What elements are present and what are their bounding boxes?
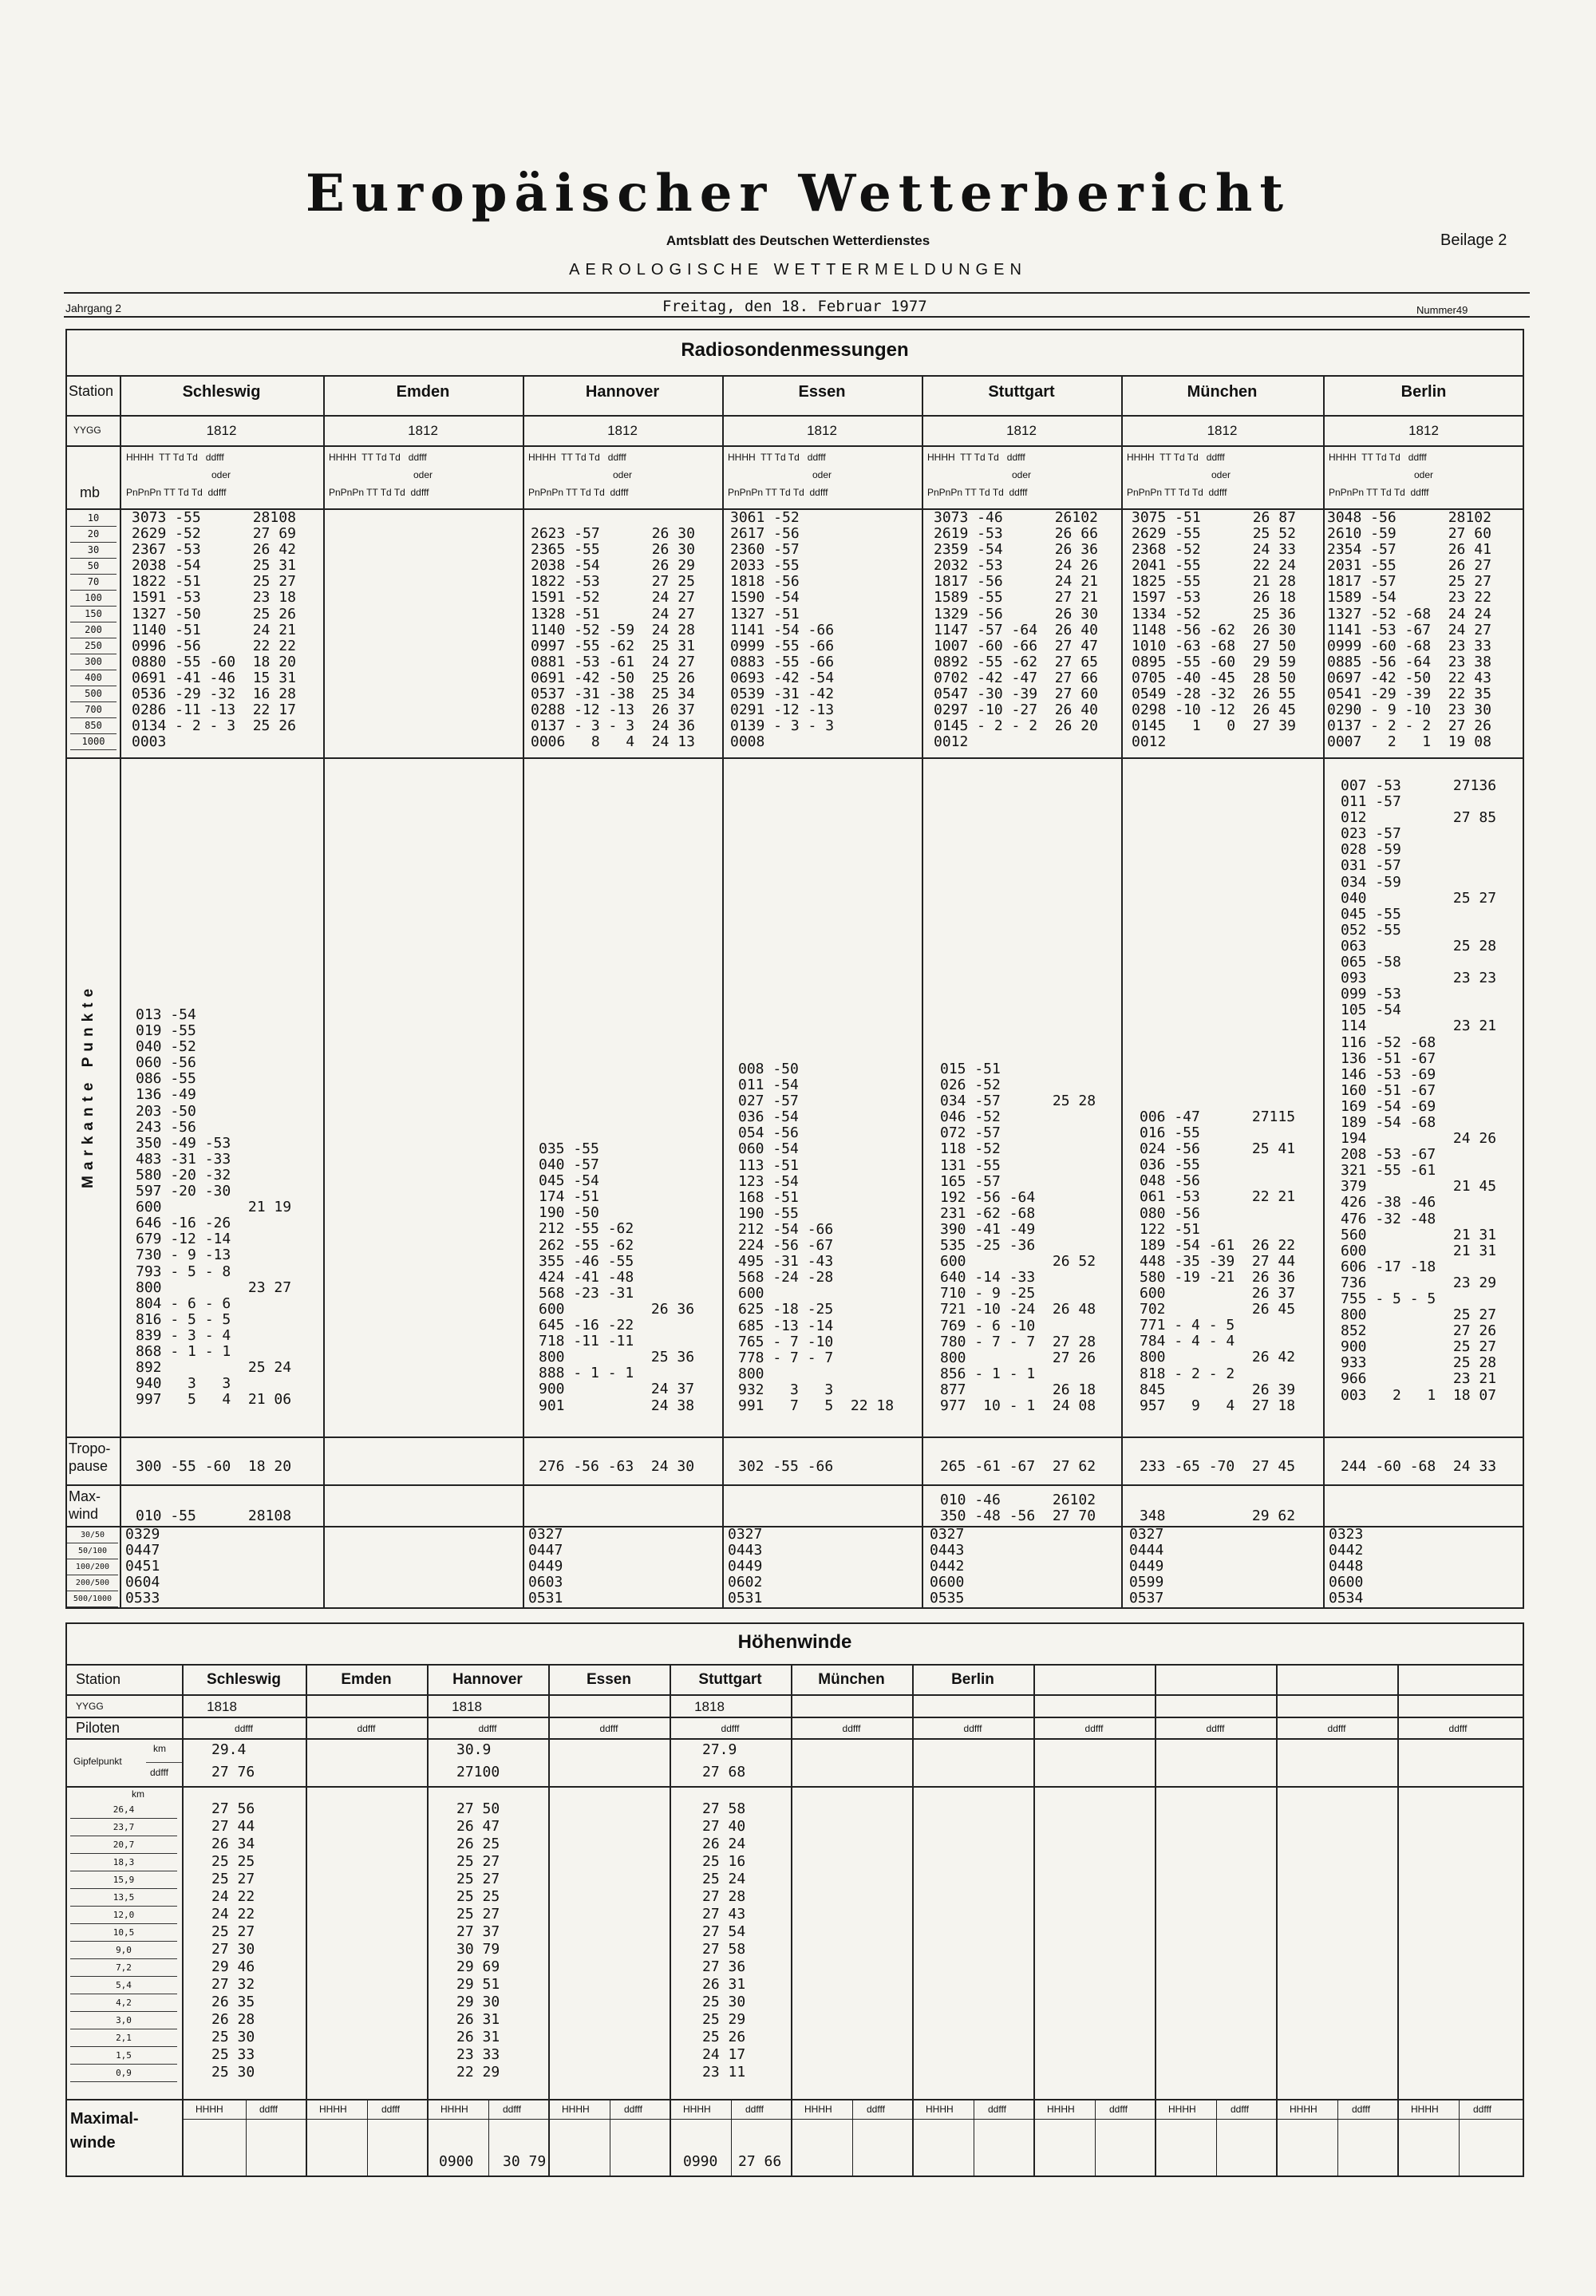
column-code: HHHH (562, 2104, 590, 2115)
column-code: ddfff (357, 1723, 376, 1734)
station-name: Berlin (951, 1671, 994, 1688)
station-name: Hannover (585, 383, 660, 401)
code-header: HHHH TT Td Td ddfff (528, 452, 626, 463)
column-code: HHHH (440, 2104, 468, 2115)
mb-level: 500 (70, 686, 117, 702)
tropopause-data: 265 -61 -67 27 62 (940, 1458, 1096, 1475)
mb-level: 20 (70, 527, 117, 543)
supplement-label: Beilage 2 (1440, 231, 1507, 249)
thickness-data: 0327 0444 0449 0599 0537 (1129, 1526, 1164, 1607)
maxwind-data: 348 29 62 (1140, 1508, 1296, 1525)
yygg-value: 1812 (607, 423, 638, 438)
column-code: ddfff (478, 1723, 497, 1734)
column-code: ddfff (259, 2104, 278, 2115)
rule (64, 316, 1530, 318)
mb-level: 50 (70, 559, 117, 575)
station-label: Station (76, 1671, 121, 1687)
maxwind-label: Maximal- winde (70, 2110, 139, 2152)
marked-points-label: Markante Punkte (80, 982, 97, 1188)
column-code: HHHH (196, 2104, 223, 2115)
mb-level: 400 (70, 670, 117, 686)
tropopause-label: Tropo- pause (69, 1440, 111, 1474)
station-name: Hannover (452, 1671, 523, 1688)
rule (64, 292, 1530, 294)
km-level: 26,4 (70, 1802, 177, 1819)
mb-level: 150 (70, 607, 117, 622)
code-header: oder (1211, 469, 1231, 480)
mb-level: 10 (70, 511, 117, 527)
column-code: ddfff (988, 2104, 1006, 2115)
column-code: ddfff (1448, 1723, 1468, 1734)
standard-data: 3073 -46 26102 2619 -53 26 66 2359 -54 26 36 2032 -53 24 26 1817 -56 24 21 1589 -55 27 21 1329 -56 26 30 1147 -57 -64 26 40 1007 -60 -66 27 47 0892 -55 -62 27 65 0702 -42 -47 27 66 0547 -30 -39 27 60 0297 -10 -27 26 40 0145 - 2 - 2 26 20 0012 (934, 509, 1098, 751)
km-level: 10,5 (70, 1925, 177, 1942)
yygg-value: 1812 (807, 423, 837, 438)
unit-label: km (153, 1743, 166, 1754)
standard-data: 3073 -55 28108 2629 -52 27 69 2367 -53 26 42 2038 -54 25 31 1822 -51 25 27 1591 -53 23 18 1327 -50 25 26 1140 -51 24 21 0996 -56 22 22 0880 -55 -60 18 20 0691 -41 -46 15 31 0536 -29 -32 16 28 0286 -11 -13 22 17 0134 - 2 - 3 25 26 0003 (132, 509, 296, 751)
column-code: ddfff (1084, 1723, 1104, 1734)
column-code: ddfff (1206, 1723, 1225, 1734)
maxwind-dd: 27 66 (738, 2153, 782, 2170)
station-label: Station (69, 383, 114, 399)
station-name: Berlin (1400, 383, 1447, 401)
mb-level: 700 (70, 702, 117, 718)
piloten-label: Piloten (76, 1720, 120, 1736)
tropopause-data: 233 -65 -70 27 45 (1140, 1458, 1296, 1475)
code-header: PnPnPn TT Td Td ddfff (1127, 487, 1227, 498)
yygg-value: 1818 (694, 1699, 725, 1714)
yygg-value: 1812 (1006, 423, 1037, 438)
code-header: PnPnPn TT Td Td ddfff (126, 487, 227, 498)
column-code: ddfff (867, 2104, 885, 2115)
standard-data: 3048 -56 28102 2610 -59 27 60 2354 -57 26 41 2031 -55 26 27 1817 -57 25 27 1589 -54 23 22 1327 -52 -68 24 24 1141 -53 -67 24 27 0999 -60 -68 23 33 0885 -56 -64 23 38 0697 -42 -50 22 43 0541 -29 -39 22 35 0290 - 9 -10 23 30 0137 - 2 - 2 27 26 0007 2 1 19 08 (1327, 509, 1491, 751)
layer-label: 50/100 (67, 1543, 118, 1559)
code-header: PnPnPn TT Td Td ddfff (728, 487, 828, 498)
issue-date: Freitag, den 18. Februar 1977 (662, 298, 927, 315)
tropopause-data: 302 -55 -66 (738, 1458, 834, 1475)
column-code: ddfff (1231, 2104, 1249, 2115)
tropopause-data: 300 -55 -60 18 20 (136, 1458, 292, 1475)
km-level: 4,2 (70, 1995, 177, 2012)
km-level: 2,1 (70, 2030, 177, 2047)
km-level: 20,7 (70, 1837, 177, 1854)
column-code: HHHH (1168, 2104, 1196, 2115)
km-level: 1,5 (70, 2048, 177, 2065)
km-level: 9,0 (70, 1942, 177, 1959)
station-name: Schleswig (182, 383, 261, 401)
subtitle: Amtsblatt des Deutschen Wetterdienstes (666, 233, 930, 248)
unit-label: ddfff (150, 1767, 168, 1778)
code-header: PnPnPn TT Td Td ddfff (329, 487, 429, 498)
gipfel-km: 30.9 (456, 1741, 492, 1758)
maxwind-hhhh: 0990 (683, 2153, 718, 2170)
thickness-data: 0327 0443 0442 0600 0535 (930, 1526, 965, 1607)
winds-title: Höhenwinde (737, 1631, 852, 1653)
column-code: ddfff (1109, 2104, 1128, 2115)
thickness-data: 0327 0447 0449 0603 0531 (528, 1526, 563, 1607)
thickness-data: 0327 0443 0449 0602 0531 (728, 1526, 763, 1607)
layer-label: 30/50 (67, 1527, 118, 1543)
marked-data: 035 -55 040 -57 045 -54 174 -51 190 -50 212 -55 -62 262 -55 -62 355 -46 -55 424 -41 -48 568 -23 -31 600 26 36 645 -16 -22 718 -11 -11 800 25 36 888 - 1 - 1 900 24 37 901 24 38 (539, 1140, 695, 1414)
mb-level: 30 (70, 543, 117, 559)
station-name: Emden (341, 1671, 392, 1688)
maxwind-label: Max- wind (69, 1488, 101, 1522)
column-code: ddfff (1473, 2104, 1491, 2115)
wind-values: 27 58 27 40 26 24 25 16 25 24 27 28 27 43 27 54 27 58 27 36 26 31 25 30 25 29 25 26 24 17 23 11 (702, 1800, 746, 2081)
maxwind-data: 010 -55 28108 (136, 1508, 292, 1525)
marked-data: 008 -50 011 -54 027 -57 036 -54 054 -56 060 -54 113 -51 123 -54 168 -51 190 -55 212 -54 -66 224 -56 -67 495 -31 -43 568 -24 -28 600 625 -18 -25 685 -13 -14 765 - 7 -10 778 - 7 - 7 800 932 3 3 991 7 5 22 18 (738, 1061, 895, 1414)
mb-level: 250 (70, 638, 117, 654)
station-name: Stuttgart (698, 1671, 762, 1688)
unit-label: km (132, 1788, 144, 1800)
maxwind-dd: 30 79 (503, 2153, 547, 2170)
yygg-value: 1818 (207, 1699, 237, 1714)
station-name: Emden (396, 383, 450, 401)
gipfel-dd: 27100 (456, 1764, 500, 1780)
km-level: 7,2 (70, 1960, 177, 1977)
station-name: München (1187, 383, 1258, 401)
yygg-value: 1812 (1408, 423, 1439, 438)
station-name: Essen (798, 383, 846, 401)
mb-level: 70 (70, 575, 117, 591)
gipfel-dd: 27 68 (702, 1764, 746, 1780)
column-code: ddfff (721, 1723, 740, 1734)
tropopause-data: 244 -60 -68 24 33 (1341, 1458, 1497, 1475)
column-code: ddfff (624, 2104, 642, 2115)
km-level: 0,9 (70, 2065, 177, 2082)
column-code: ddfff (599, 1723, 618, 1734)
km-level: 12,0 (70, 1907, 177, 1924)
column-code: ddfff (235, 1723, 253, 1734)
code-header: oder (413, 469, 433, 480)
station-name: Stuttgart (988, 383, 1055, 401)
km-level: 13,5 (70, 1890, 177, 1907)
code-header: HHHH TT Td Td ddfff (728, 452, 826, 463)
column-code: ddfff (963, 1723, 982, 1734)
code-header: HHHH TT Td Td ddfff (329, 452, 427, 463)
column-code: HHHH (804, 2104, 832, 2115)
marked-data: 015 -51 026 -52 034 -57 25 28 046 -52 072 -57 118 -52 131 -55 165 -57 192 -56 -64 231 -62 -68 390 -41 -49 535 -25 -36 600 26 52 640 -14 -33 710 - 9 -25 721 -10 -24 26 48 769 - 6 -10 780 - 7 - 7 27 28 800 27 26 856 - 1 - 1 877 26 18 977 10 - 1 24 08 (940, 1061, 1096, 1414)
column-code: ddfff (842, 1723, 861, 1734)
yygg-value: 1812 (1207, 423, 1238, 438)
column-code: HHHH (319, 2104, 347, 2115)
column-code: HHHH (1047, 2104, 1075, 2115)
code-header: oder (211, 469, 231, 480)
yygg-value: 1818 (452, 1699, 482, 1714)
column-code: HHHH (683, 2104, 711, 2115)
column-code: HHHH (1411, 2104, 1439, 2115)
gipfel-dd: 27 76 (211, 1764, 255, 1780)
column-code: ddfff (745, 2104, 764, 2115)
km-level: 5,4 (70, 1978, 177, 1994)
column-code: ddfff (503, 2104, 521, 2115)
code-header: HHHH TT Td Td ddfff (927, 452, 1025, 463)
winds-table (65, 1622, 1524, 2177)
code-header: PnPnPn TT Td Td ddfff (528, 487, 629, 498)
thickness-data: 0329 0447 0451 0604 0533 (125, 1526, 160, 1607)
column-code: HHHH (1290, 2104, 1317, 2115)
column-code: ddfff (381, 2104, 400, 2115)
marked-data: 006 -47 27115 016 -55 024 -56 25 41 036 -55 048 -56 061 -53 22 21 080 -56 122 -51 189 -54 -61 26 22 448 -35 -39 27 44 580 -19 -21 26 36 600 26 37 702 26 45 771 - 4 - 5 784 - 4 - 4 800 26 42 818 - 2 - 2 845 26 39 957 9 4 27 18 (1140, 1108, 1296, 1414)
page-title: Europäischer Wetterbericht (306, 164, 1290, 223)
station-name: Schleswig (207, 1671, 281, 1688)
code-header: PnPnPn TT Td Td ddfff (1329, 487, 1429, 498)
column-code: HHHH (926, 2104, 954, 2115)
km-level: 23,7 (70, 1820, 177, 1836)
yygg-value: 1812 (206, 423, 237, 438)
wind-values: 27 50 26 47 26 25 25 27 25 27 25 25 25 27 27 37 30 79 29 69 29 51 29 30 26 31 26 31 23 33 22 29 (456, 1800, 500, 2081)
yygg-value: 1812 (408, 423, 438, 438)
tropopause-data: 276 -56 -63 24 30 (539, 1458, 695, 1475)
column-code: ddfff (1352, 2104, 1370, 2115)
mb-level: 200 (70, 622, 117, 638)
maxwind-hhhh: 0900 (439, 2153, 474, 2170)
code-header: oder (812, 469, 832, 480)
standard-data: 3061 -52 2617 -56 2360 -57 2033 -55 1818 -56 1590 -54 1327 -51 1141 -54 -66 0999 -55 -66 0883 -55 -66 0693 -42 -54 0539 -31 -42 0291 -12 -13 0139 - 3 - 3 0008 (730, 509, 835, 751)
marked-data: 007 -53 27136 011 -57 012 27 85 023 -57 028 -59 031 -57 034 -59 040 25 27 045 -55 052 -55 063 25 28 065 -58 093 23 23 099 -53 105 -54 114 23 21 116 -52 -68 136 -51 -67 146 -53 -69 160 -51 -67 169 -54 -69 189 -54 -68 194 24 26 208 -53 -67 321 -55 -61 379 21 45 426 -38 -46 476 -32 -48 560 21 31 600 21 31 606 -17 -18 736 23 29 755 - 5 - 5 800 25 27 852 27 26 900 25 27 933 25 28 966 23 21 003 2 1 18 07 (1341, 777, 1497, 1404)
code-header: HHHH TT Td Td ddfff (1329, 452, 1427, 463)
thickness-data: 0323 0442 0448 0600 0534 (1329, 1526, 1364, 1607)
mb-level: 100 (70, 591, 117, 607)
km-level: 3,0 (70, 2013, 177, 2029)
gipfel-km: 29.4 (211, 1741, 247, 1758)
section-heading: AEROLOGISCHE WETTERMELDUNGEN (569, 261, 1027, 279)
station-name: München (818, 1671, 885, 1688)
km-level: 18,3 (70, 1855, 177, 1871)
code-header: oder (1414, 469, 1434, 480)
radiosonde-title: Radiosondenmessungen (681, 339, 909, 361)
mb-level: 300 (70, 654, 117, 670)
code-header: oder (613, 469, 633, 480)
yygg-label: YYGG (76, 1701, 104, 1712)
gipfelpunkt-label: Gipfelpunkt (73, 1756, 122, 1767)
code-header: oder (1012, 469, 1032, 480)
mb-label: mb (80, 484, 101, 500)
yygg-label: YYGG (73, 425, 101, 436)
code-header: HHHH TT Td Td ddfff (1127, 452, 1225, 463)
column-code: ddfff (1327, 1723, 1346, 1734)
code-header: PnPnPn TT Td Td ddfff (927, 487, 1028, 498)
marked-data: 013 -54 019 -55 040 -52 060 -56 086 -55 136 -49 203 -50 243 -56 350 -49 -53 483 -31 -33 580 -20 -32 597 -20 -30 600 21 19 646 -16 -26 679 -12 -14 730 - 9 -13 793 - 5 - 8 800 23 27 804 - 6 - 6 816 - 5 - 5 839 - 3 - 4 868 - 1 - 1 892 25 24 940 3 3 997 5 4 21 06 (136, 1006, 292, 1409)
gipfel-km: 27.9 (702, 1741, 737, 1758)
maxwind-data: 010 -46 26102 350 -48 -56 27 70 (940, 1492, 1096, 1525)
layer-label: 100/200 (67, 1559, 118, 1575)
mb-level: 1000 (70, 734, 117, 750)
wind-values: 27 56 27 44 26 34 25 25 25 27 24 22 24 22 25 27 27 30 29 46 27 32 26 35 26 28 25 30 25 33 25 30 (211, 1800, 255, 2081)
mb-level: 850 (70, 718, 117, 734)
km-level: 15,9 (70, 1872, 177, 1889)
standard-data: 2623 -57 26 30 2365 -55 26 30 2038 -54 26 29 1822 -53 27 25 1591 -52 24 27 1328 -51 24 27 1140 -52 -59 24 28 0997 -55 -62 25 31 0881 -53 -61 24 27 0691 -42 -50 25 26 0537 -31 -38 25 34 0288 -12 -13 26 37 0137 - 3 - 3 24 36 0006 8 4 24 13 (531, 525, 695, 751)
year-label: Jahrgang 2 (65, 302, 122, 314)
code-header: HHHH TT Td Td ddfff (126, 452, 224, 463)
issue-number: Nummer49 (1416, 304, 1468, 316)
layer-label: 200/500 (67, 1575, 118, 1591)
layer-label: 500/1000 (67, 1591, 118, 1607)
station-name: Essen (587, 1671, 631, 1688)
standard-data: 3075 -51 26 87 2629 -55 25 52 2368 -52 24 33 2041 -55 22 24 1825 -55 21 28 1597 -53 26 18 1334 -52 25 36 1148 -56 -62 26 30 1010 -63 -68 27 50 0895 -55 -60 29 59 0705 -40 -45 28 50 0549 -28 -32 26 55 0298 -10 -12 26 45 0145 1 0 27 39 0012 (1132, 509, 1296, 751)
